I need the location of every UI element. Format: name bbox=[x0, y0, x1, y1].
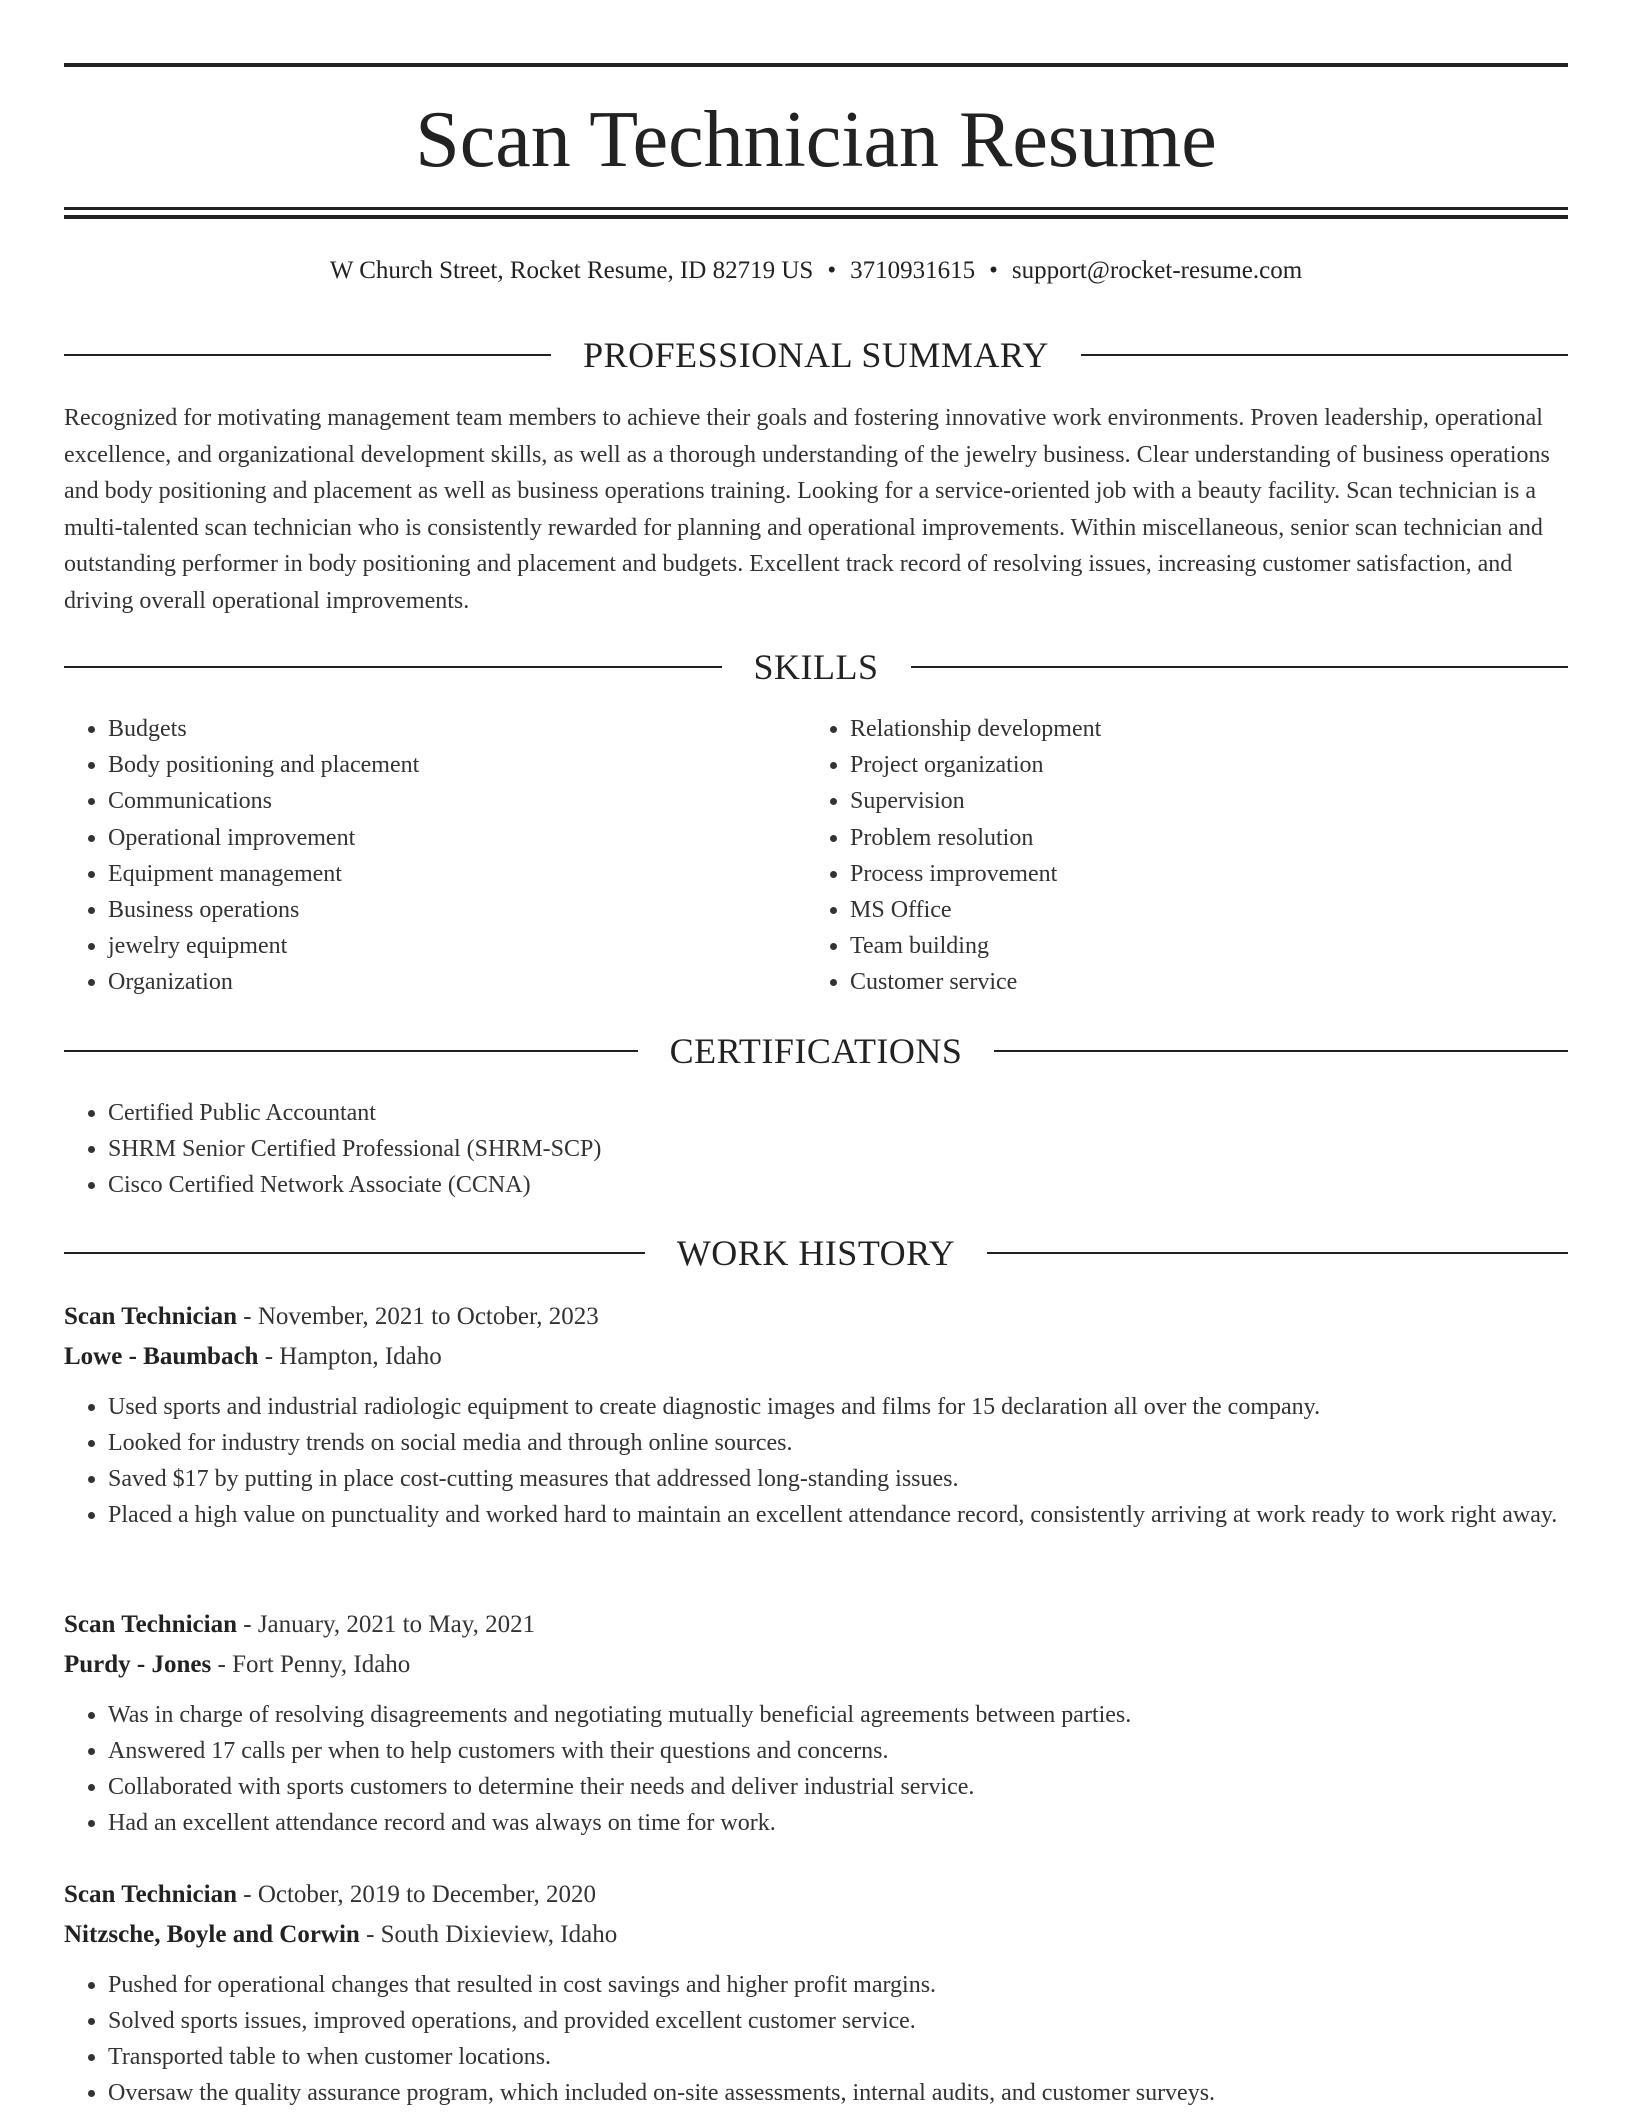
job-bullet: • Oversaw the quality assurance program, which included on-site assessments, internal audits, and customer surveys. bbox=[108, 2075, 1568, 2111]
job-entry bbox=[64, 1605, 1568, 1841]
job-dates: November, 2021 to October, 2023 bbox=[257, 1303, 599, 1330]
contact-address: W Church Street, Rocket Resume, ID 82719 US bbox=[329, 257, 814, 284]
certifications-heading bbox=[64, 1029, 1568, 1073]
job-bullet: • Was in charge of resolving disagreements and negotiating mutually beneficial agreements between parties. bbox=[108, 1697, 1568, 1733]
top-rule bbox=[64, 63, 1568, 67]
skill-item: • Supervision bbox=[850, 783, 1506, 819]
skill-item: • Operational improvement bbox=[108, 820, 764, 856]
skill-item: • Process improvement bbox=[850, 856, 1506, 892]
job-entry bbox=[64, 1875, 1568, 2111]
contact-line bbox=[64, 254, 1568, 288]
certification-item: • Cisco Certified Network Associate (CCNA) bbox=[108, 1167, 1568, 1203]
job-company: Lowe - Baumbach bbox=[64, 1343, 259, 1370]
skills-left-column bbox=[64, 711, 764, 1001]
job-company: Purdy - Jones bbox=[64, 1651, 212, 1678]
contact-phone: 3710931615 bbox=[850, 257, 976, 284]
skill-item: • jewelry equipment bbox=[108, 928, 764, 964]
job-title-row: Scan Technician - January, 2021 to May, 2021 bbox=[64, 1611, 536, 1638]
skill-item: • Body positioning and placement bbox=[108, 747, 764, 783]
summary-heading bbox=[64, 333, 1568, 377]
summary-heading-label: PROFESSIONAL SUMMARY bbox=[583, 335, 1049, 375]
job-bullet: • Used sports and industrial radiologic equipment to create diagnostic images and films for 15 declaration all over the company. bbox=[108, 1389, 1568, 1425]
certification-item: • SHRM Senior Certified Professional (SHRM-SCP) bbox=[108, 1131, 1568, 1167]
job-bullet: • Saved $17 by putting in place cost-cutting measures that addressed long-standing issues. bbox=[108, 1461, 1568, 1497]
summary-text: Recognized for motivating management team members to achieve their goals and fostering innovative work environments. Proven leadership, operational excellence, and organizational development skills, as well as a thorough understanding of the jewelry business. Clear understanding of business operations and body positioning and placement as well as business operations training. Looking for a service-oriented job with a beauty facility. Scan technician is a multi-talented scan technician who is consistently rewarded for planning and operational improvements. Within miscellaneous, senior scan technician and outstanding performer in body positioning and placement and budgets. Excellent track record of resolving issues, increasing customer satisfaction, and driving overall operational improvements. bbox=[64, 405, 1550, 614]
title-rule-lower bbox=[64, 215, 1568, 219]
title-rule-upper bbox=[64, 207, 1568, 210]
job-bullet: • Placed a high value on punctuality and worked hard to maintain an excellent attendance record, consistently arriving at work ready to work right away. bbox=[108, 1497, 1568, 1533]
job-entry bbox=[64, 1297, 1568, 1533]
heading-rule-right bbox=[987, 1252, 1568, 1254]
job-bullet: • Had an excellent attendance record and was always on time for work. bbox=[108, 1805, 1568, 1841]
skills-right-list bbox=[806, 711, 1506, 1001]
job-bullet: • Pushed for operational changes that resulted in cost savings and higher profit margins. bbox=[108, 1967, 1568, 2003]
job-title-row: Scan Technician - October, 2019 to December, 2020 bbox=[64, 1881, 596, 1908]
job-title-row: Scan Technician - November, 2021 to October, 2023 bbox=[64, 1303, 599, 1330]
contact-separator: • bbox=[827, 257, 837, 284]
job-title: Scan Technician bbox=[64, 1611, 237, 1638]
job-bullet: • Solved sports issues, improved operations, and provided excellent customer service. bbox=[108, 2003, 1568, 2039]
job-title: Scan Technician bbox=[64, 1881, 237, 1908]
job-dates: January, 2021 to May, 2021 bbox=[257, 1611, 536, 1638]
job-bullet: • Looked for industry trends on social media and through online sources. bbox=[108, 1425, 1568, 1461]
skill-item: • Communications bbox=[108, 783, 764, 819]
heading-rule-right bbox=[1081, 354, 1568, 356]
job-title: Scan Technician bbox=[64, 1303, 237, 1330]
job-bullet: • Collaborated with sports customers to determine their needs and deliver industrial service. bbox=[108, 1769, 1568, 1805]
certifications-list-wrap bbox=[64, 1095, 1568, 1203]
certification-item: • Certified Public Accountant bbox=[108, 1095, 1568, 1131]
job-location: Hampton, Idaho bbox=[279, 1343, 442, 1370]
job-dates: October, 2019 to December, 2020 bbox=[257, 1881, 596, 1908]
skill-item: • Relationship development bbox=[850, 711, 1506, 747]
heading-rule-left bbox=[64, 1252, 645, 1254]
heading-rule-left bbox=[64, 1050, 638, 1052]
job-bullet: • Answered 17 calls per when to help customers with their questions and concerns. bbox=[108, 1733, 1568, 1769]
skill-item: • Customer service bbox=[850, 964, 1506, 1000]
job-location: South Dixieview, Idaho bbox=[380, 1921, 618, 1948]
skill-item: • Budgets bbox=[108, 711, 764, 747]
heading-rule-right bbox=[911, 666, 1569, 668]
work-history-heading bbox=[64, 1231, 1568, 1275]
job-company-row: Nitzsche, Boyle and Corwin - South Dixieview, Idaho bbox=[64, 1921, 618, 1948]
certifications-list bbox=[64, 1095, 1568, 1203]
skill-item: • Project organization bbox=[850, 747, 1506, 783]
skills-heading bbox=[64, 645, 1568, 689]
page-title: Scan Technician Resume bbox=[415, 96, 1217, 184]
job-bullets bbox=[64, 1389, 1568, 1533]
job-company-row: Lowe - Baumbach - Hampton, Idaho bbox=[64, 1343, 442, 1370]
job-bullets bbox=[64, 1967, 1568, 2111]
job-bullets bbox=[64, 1697, 1568, 1841]
heading-rule-right bbox=[994, 1050, 1568, 1052]
skill-item: • Organization bbox=[108, 964, 764, 1000]
job-company-row: Purdy - Jones - Fort Penny, Idaho bbox=[64, 1651, 411, 1678]
skill-item: • MS Office bbox=[850, 892, 1506, 928]
work-history-heading-label: WORK HISTORY bbox=[676, 1233, 956, 1273]
skills-right-column bbox=[806, 711, 1506, 1001]
job-location: Fort Penny, Idaho bbox=[232, 1651, 411, 1678]
skills-heading-label: SKILLS bbox=[753, 647, 879, 687]
skill-item: • Business operations bbox=[108, 892, 764, 928]
job-bullet: • Transported table to when customer locations. bbox=[108, 2039, 1568, 2075]
heading-rule-left bbox=[64, 666, 722, 668]
contact-separator: • bbox=[989, 257, 998, 284]
certifications-heading-label: CERTIFICATIONS bbox=[669, 1031, 963, 1071]
contact-email: support@rocket-resume.com bbox=[1011, 257, 1303, 284]
skill-item: • Team building bbox=[850, 928, 1506, 964]
heading-rule-left bbox=[64, 354, 551, 356]
skills-left-list bbox=[64, 711, 764, 1001]
skill-item: • Problem resolution bbox=[850, 820, 1506, 856]
skill-item: • Equipment management bbox=[108, 856, 764, 892]
job-company: Nitzsche, Boyle and Corwin bbox=[64, 1921, 360, 1948]
